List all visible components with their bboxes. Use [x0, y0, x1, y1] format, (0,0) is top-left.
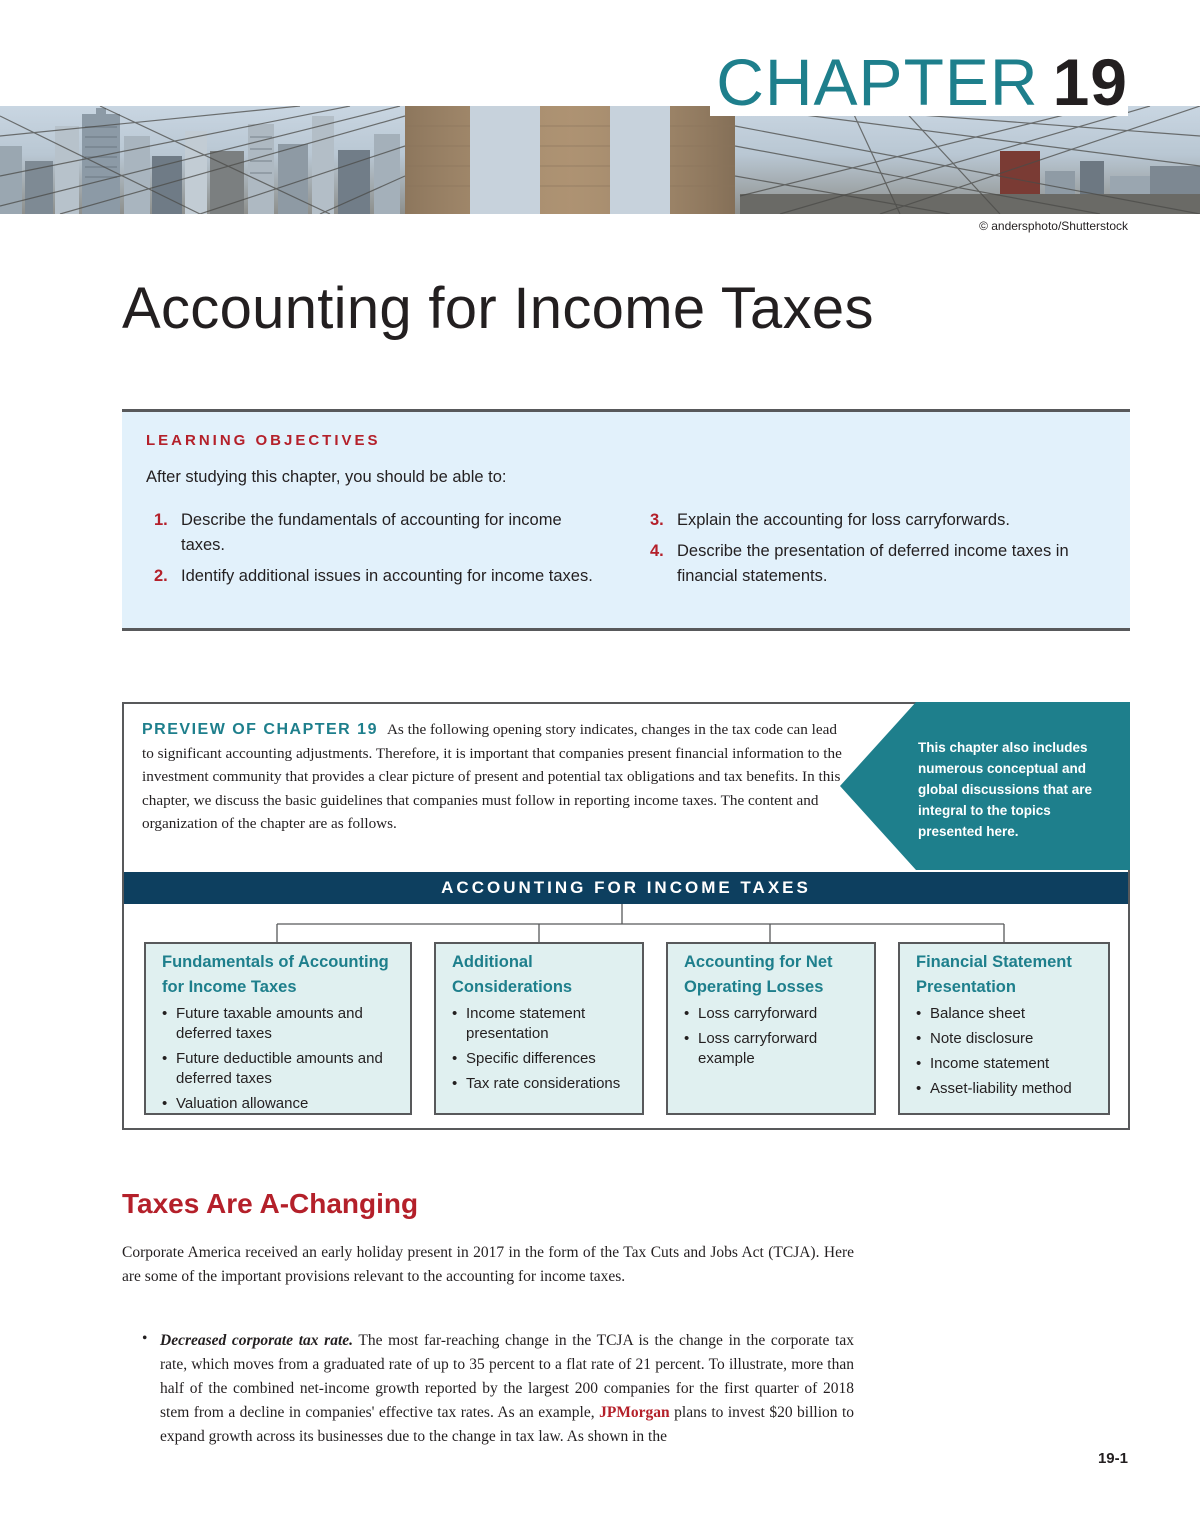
org-chart-connectors [124, 904, 1128, 944]
org-list-item: • Income statement [916, 1054, 1100, 1074]
org-list-item: • Loss carryforward example [684, 1029, 866, 1069]
preview-paragraph [142, 718, 848, 836]
org-box-title: Fundamentals of Accounting for Income Taxes [162, 953, 389, 996]
org-box-fundamentals [144, 942, 412, 1115]
story-bullet-paragraph [160, 1329, 854, 1449]
photo-credit: © andersphoto/Shutterstock [979, 219, 1128, 233]
objectives-column-right [650, 508, 1100, 595]
story-heading: Taxes Are A-Changing [122, 1188, 419, 1219]
objectives-column-left [154, 508, 594, 595]
org-box-title: Accounting for Net Operating Losses [684, 953, 833, 996]
preview-label: PREVIEW OF CHAPTER 19 [142, 721, 378, 738]
org-list-item: • Asset-liability method [916, 1079, 1100, 1099]
org-box-financial-statement-presentation [898, 942, 1110, 1115]
objective-text: Describe the presentation of deferred income taxes in financial statements. [677, 542, 1069, 585]
objective-text: Identify additional issues in accounting for income taxes. [181, 567, 593, 585]
org-chart-title: ACCOUNTING FOR INCOME TAXES [124, 872, 1128, 904]
chapter-word: CHAPTER [716, 45, 1039, 119]
org-box-additional-considerations [434, 942, 644, 1115]
org-box-title: Financial Statement Presentation [916, 953, 1072, 996]
chapter-preview-box [122, 702, 1130, 1130]
objective-text: Explain the accounting for loss carryforwards. [677, 511, 1010, 529]
org-list-item: • Future deductible amounts and deferred taxes [162, 1049, 402, 1089]
bridge-skyline-illustration [0, 106, 1200, 214]
callout-text: This chapter also includes numerous conceptual and global discussions that are integral to the topics presented here. [918, 740, 1093, 839]
page-number: 19-1 [1097, 1450, 1128, 1467]
chapter-banner-photo [0, 106, 1200, 214]
preview-body: As the following opening story indicates, changes in the tax code can lead to significant accounting adjustments. Therefore, it is important that companies present financial information to the investment community that provides a clear picture of present and potential tax obligations and tax benefits. In this chapter, we discuss the basic guidelines that companies must follow in reporting income taxes. The content and organization of the chapter are as follows. [142, 721, 842, 832]
learning-objectives-heading: LEARNING OBJECTIVES [146, 432, 381, 449]
story-intro-paragraph: Corporate America received an early holiday present in 2017 in the form of the Tax Cuts and Jobs Act (TCJA). Here are some of the important provisions relevant to the accounting for income taxes. [122, 1244, 854, 1285]
company-name: JPMorgan [599, 1404, 670, 1421]
bullet-text-part-2: plans to invest $20 billion to expand growth across its businesses due to the change in tax law. As shown in the [160, 1404, 855, 1445]
org-box-list [452, 1004, 634, 1094]
org-box-title: Additional Considerations [452, 953, 573, 996]
objective-text: Describe the fundamentals of accounting for income taxes. [181, 511, 562, 554]
org-list-item: • Specific differences [452, 1049, 634, 1069]
bullet-lead-in: Decreased corporate tax rate. [160, 1332, 354, 1349]
chapter-heading [710, 45, 1128, 119]
objective-number: 4. [650, 542, 664, 560]
org-list-item: • Balance sheet [916, 1004, 1100, 1024]
learning-objectives-box [122, 409, 1130, 631]
org-list-item: • Income statement presentation [452, 1004, 634, 1044]
objective-item [650, 508, 1100, 533]
org-list-item: • Future taxable amounts and deferred taxes [162, 1004, 402, 1044]
objective-number: 1. [154, 511, 168, 529]
org-list-item: • Note disclosure [916, 1029, 1100, 1049]
chapter-number: 19 [1052, 45, 1128, 119]
objective-item [154, 564, 594, 589]
bullet-text-part-1: The most far-reaching change in the TCJA is the change in the corporate tax rate, which moves from a graduated rate of up to 35 percent to a flat rate of 21 percent. To illustrate, more than half of the combined net-income growth reported by the largest 200 companies for the first quarter of 2018 stem from a decline in companies' effective tax rates. As an example, [160, 1332, 854, 1421]
objective-number: 3. [650, 511, 664, 529]
org-list-item: • Loss carryforward [684, 1004, 866, 1024]
org-box-list [916, 1004, 1100, 1099]
org-box-net-operating-losses [666, 942, 876, 1115]
bullet-marker: • [142, 1330, 148, 1347]
org-list-item: • Tax rate considerations [452, 1074, 634, 1094]
org-box-list [684, 1004, 866, 1069]
objective-item [154, 508, 594, 558]
objective-item [650, 539, 1100, 589]
org-list-item: • Valuation allowance [162, 1094, 402, 1114]
org-box-list [162, 1004, 402, 1114]
learning-objectives-intro: After studying this chapter, you should be able to: [146, 468, 507, 486]
objective-number: 2. [154, 567, 168, 585]
chapter-title: Accounting for Income Taxes [122, 276, 874, 341]
